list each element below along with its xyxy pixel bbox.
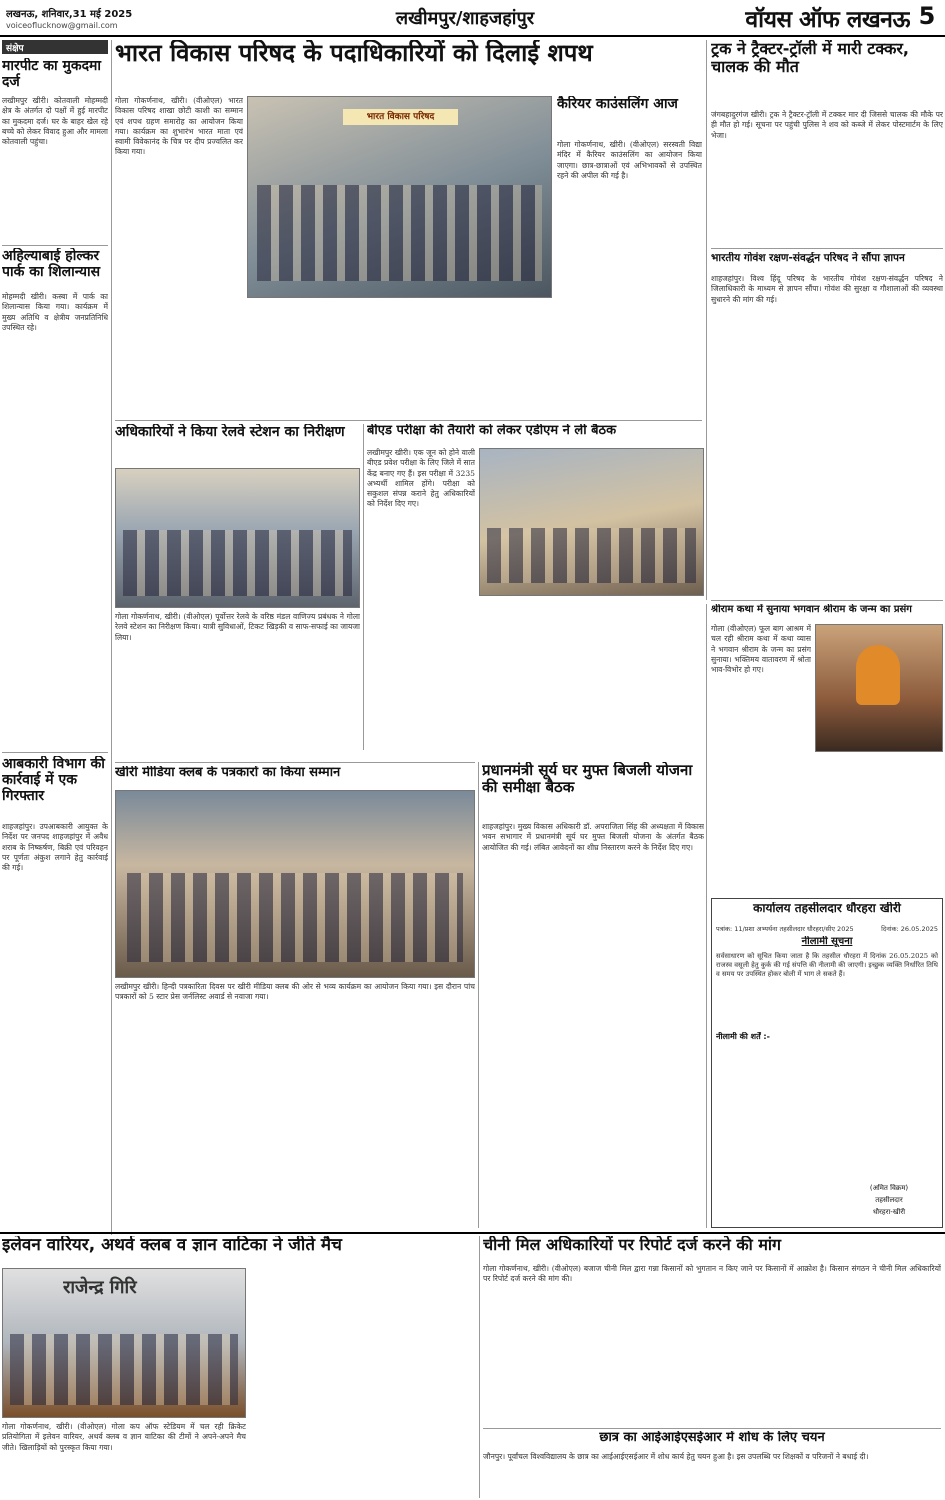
paper-name: वॉयस ऑफ लखनऊ: [745, 7, 910, 32]
tender-signatory-place: धौरहरा-खीरी: [872, 1208, 906, 1216]
shriram-body-cont: [711, 755, 943, 895]
tender-office: कार्यालय तहसीलदार धौरहरा खीरी: [753, 902, 901, 915]
shriram-photo: [815, 624, 943, 752]
column-rule: [706, 604, 707, 1228]
meeting-table: [487, 528, 697, 583]
sidebar-headline-2: अहिल्याबाई होल्कर पार्क का शिलान्यास: [2, 248, 101, 281]
tender-signatory-title: तहसीलदार: [875, 1196, 903, 1204]
railway-photo: [115, 468, 360, 608]
page-number: 5: [918, 2, 936, 30]
players: [10, 1334, 238, 1405]
sidebar-body-1: लखीमपुर खीरी। कोतवाली मोहम्मदी क्षेत्र के अंतर्गत दो पक्षों में हुई मारपीट का मुकदमा दर्ज। घर के बाहर खेल रहे बच्चे को लेकर विवाद हुआ और मामला कोतवाली पहुंचा।: [2, 96, 108, 147]
media-photo: [115, 790, 475, 978]
photo-banner: भारत विकास परिषद: [343, 109, 458, 125]
eleven-body-cont: [250, 1268, 476, 1498]
banner-text: राजेन्द्र गिरि: [63, 1277, 137, 1298]
divider: [115, 420, 702, 421]
tender-title: नीलामी सूचना: [801, 936, 853, 947]
divider: [2, 752, 108, 753]
eleven-body: गोला गोकर्णनाथ, खीरी। (वीओएल) गोला कप ऑफ स्टेडियम में चल रही क्रिकेट प्रतियोगिता में इलेवन वारियर, अथर्व क्लब व ज्ञान वाटिका की टीमों ने अपने-अपने मैच जीते। खिलाड़ियों को पुरस्कृत किया गया।: [2, 1422, 246, 1452]
divider: [483, 1428, 941, 1429]
tender-date: दिनांक: 26.05.2025: [881, 925, 938, 933]
sidebar-headline-3: आबकारी विभाग की कार्रवाई में एक गिरफ्तार: [2, 756, 105, 805]
tender-body: सर्वसाधारण को सूचित किया जाता है कि तहसील धौरहरा में दिनांक 26.05.2025 को राजस्व वसूली हेतु कुर्क की गई संपत्ति की नीलामी की जाएगी। इच्छुक व्यक्ति निर्धारित तिथि व समय पर उपस्थित होकर बोली में भाग ले सकते हैं।: [716, 952, 938, 979]
bed-body: लखीमपुर खीरी। एक जून को होने वाली बीएड प्रवेश परीक्षा के लिए जिले में सात केंद्र बनाए गए हैं। इस परीक्षा में 3235 अभ्यर्थी शामिल होंगे। परीक्षा को सकुशल संपन्न कराने हेतु अधिकारियों को निर्देश दिए गए।: [367, 448, 475, 509]
lead-headline: भारत विकास परिषद के पदाधिकारियों को दिलाई शपथ: [115, 40, 593, 67]
sidebar-body-2: मोहम्मदी खीरी। कस्बा में पार्क का शिलान्यास किया गया। कार्यक्रम में मुख्य अतिथि व क्षेत्रीय जनप्रतिनिधि उपस्थित रहे।: [2, 292, 108, 332]
section-rule: [0, 1232, 945, 1234]
email: voiceoflucknow@gmail.com: [6, 21, 118, 30]
bed-headline: बीएड परीक्षा की तैयारी को लेकर एडीएम ने ली बैठक: [367, 424, 617, 438]
column-rule: [363, 424, 364, 750]
tender-signatory-name: (अमित विक्रम): [869, 1184, 909, 1192]
divider: [711, 248, 943, 249]
dateline: लखनऊ, शनिवार,31 मई 2025: [6, 9, 133, 20]
railway-body: गोला गोकर्णनाथ, खीरी। (वीओएल) पूर्वोत्तर रेलवे के वरिष्ठ मंडल वाणिज्य प्रबंधक ने गोला रेलवे स्टेशन का निरीक्षण किया। यात्री सुविधाओं, टिकट खिड़की व साफ-सफाई का जायजा लिया।: [115, 612, 360, 642]
column-rule: [478, 762, 479, 1228]
section-title: लखीमपुर/शाहजहांपुर: [395, 8, 535, 29]
divider: [2, 245, 108, 246]
eleven-photo: [2, 1268, 246, 1418]
lead-photo: [247, 96, 552, 298]
tender-conditions-title: नीलामी की शर्तें :-: [716, 1032, 770, 1041]
sidebar-body-3: शाहजहांपुर। उपआबकारी आयुक्त के निर्देश पर जनपद शाहजहांपुर में अवैध शराब के निष्कर्षण, बिक्री एवं परिवहन पर पूर्णतः अंकुश लगाने हेतु कार्रवाई की गई।: [2, 822, 108, 873]
sidebar-headline-1: मारपीट का मुकदमा दर्ज: [2, 58, 102, 91]
sugar-headline: चीनी मिल अधिकारियों पर रिपोर्ट दर्ज करने की मांग: [483, 1236, 782, 1254]
lead-body: गोला गोकर्णनाथ, खीरी। (वीओएल) भारत विकास परिषद शाखा छोटी काशी का सम्मान एवं शपथ ग्रहण समारोह का आयोजन किया गया। कार्यक्रम का शुभारंभ भारत माता एवं स्वामी विवेकानंद के चित्र पर दीप प्रज्वलित कर किया गया।: [115, 96, 243, 157]
group-of-people: [123, 530, 351, 596]
sidebar-label: संक्षेप: [2, 40, 108, 54]
career-headline: कैरियर काउंसलिंग आज: [557, 96, 678, 112]
bed-body-cont: [479, 600, 704, 758]
iiser-headline: छात्र का आईआईएसईआर में शोध के लिए चयन: [599, 1431, 825, 1445]
divider: [115, 762, 475, 763]
truck-body: जंगबहादुरगंज खीरी। ट्रक ने ट्रैक्टर-ट्रॉली में टक्कर मार दी जिससे चालक की मौके पर ही मौत हो गई। सूचना पर पहुंची पुलिस ने शव को कब्जे में लेकर पोस्टमार्टम के लिए भेजा।: [711, 110, 943, 140]
divider: [711, 600, 943, 601]
tender-conditions: [716, 1046, 938, 1180]
career-body: गोला गोकर्णनाथ, खीरी। (वीओएल) सरस्वती विद्या मंदिर में कैरियर काउंसलिंग का आयोजन किया जाएगा। छात्र-छात्राओं एवं अभिभावकों से उपस्थित रहने की अपील की गई है।: [557, 140, 702, 180]
surya-headline: प्रधानमंत्री सूर्य घर मुफ्त बिजली योजना की समीक्षा बैठक: [482, 762, 693, 797]
speaker-figure: [856, 645, 900, 705]
surya-body: शाहजहांपुर। मुख्य विकास अधिकारी डॉ. अपराजिता सिंह की अध्यक्षता में विकास भवन सभागार में प्रधानमंत्री सूर्य घर मुफ्त बिजली योजना के अंतर्गत बैठक आयोजित की गई। लंबित आवेदनों का शीघ्र निस्तारण करने के निर्देश दिए गए।: [482, 822, 704, 852]
column-rule: [111, 40, 112, 1235]
masthead-rule: [0, 35, 945, 37]
column-rule: [479, 1236, 480, 1498]
media-headline: खीरी मीडिया क्लब के पत्रकारों का किया सम्मान: [115, 766, 341, 780]
truck-headline: ट्रक ने ट्रैक्टर-ट्रॉली में मारी टक्कर, चालक की मौत: [711, 40, 909, 77]
media-body: लखीमपुर खीरी। हिन्दी पत्रकारिता दिवस पर खीरी मीडिया क्लब की ओर से भव्य कार्यक्रम का आयोजन किया गया। इस दौरान पांच पत्रकारों को 5 स्टार प्रेस जर्नलिस्ट अवार्ड से नवाजा गया।: [115, 982, 475, 1002]
group-of-people: [257, 185, 542, 281]
railway-headline: अधिकारियों ने किया रेलवे स्टेशन का निरीक्षण: [115, 424, 345, 440]
tender-ref: पत्रांक: 11/प्रशा अभ्यर्थना तहसीलदार धौरहरा/सीए 2025: [716, 925, 854, 933]
eleven-headline: इलेवन वारियर, अथर्व क्लब व ज्ञान वाटिका ने जीते मैच: [2, 1236, 342, 1255]
gau-body: शाहजहांपुर। विश्व हिंदू परिषद के भारतीय गोवंश रक्षण-संवर्द्धन परिषद ने जिलाधिकारी के माध्यम से ज्ञापन सौंपा। गोवंश की सुरक्षा व गौशालाओं की व्यवस्था सुधारने की मांग की गई।: [711, 274, 943, 304]
shriram-headline: श्रीराम कथा में सुनाया भगवान श्रीराम के जन्म का प्रसंग: [711, 604, 912, 615]
iiser-body: जौनपुर। पूर्वांचल विश्वविद्यालय के छात्र का आईआईएसईआर में शोध कार्य हेतु चयन हुआ है। इस उपलब्धि पर शिक्षकों व परिजनों ने बधाई दी।: [483, 1452, 869, 1461]
column-rule: [706, 40, 707, 600]
gau-headline: भारतीय गोवंश रक्षण-संवर्द्धन परिषद ने सौंपा ज्ञापन: [711, 252, 905, 264]
group-of-people: [127, 873, 464, 962]
lead-body-cont: [247, 304, 552, 416]
bed-photo: [479, 448, 704, 596]
shriram-body: गोला (वीओएल) फूल बाग आश्रम में चल रही श्रीराम कथा में कथा व्यास ने भगवान श्रीराम के जन्म का प्रसंग सुनाया। भक्तिमय वातावरण में श्रोता भाव-विभोर हो गए।: [711, 624, 811, 675]
sugar-body: गोला गोकर्णनाथ, खीरी। (वीओएल) बजाज चीनी मिल द्वारा गन्ना किसानों को भुगतान न किए जाने पर किसानों में आक्रोश है। किसान संगठन ने चीनी मिल अधिकारियों पर रिपोर्ट दर्ज करने की मांग की।: [483, 1264, 941, 1284]
